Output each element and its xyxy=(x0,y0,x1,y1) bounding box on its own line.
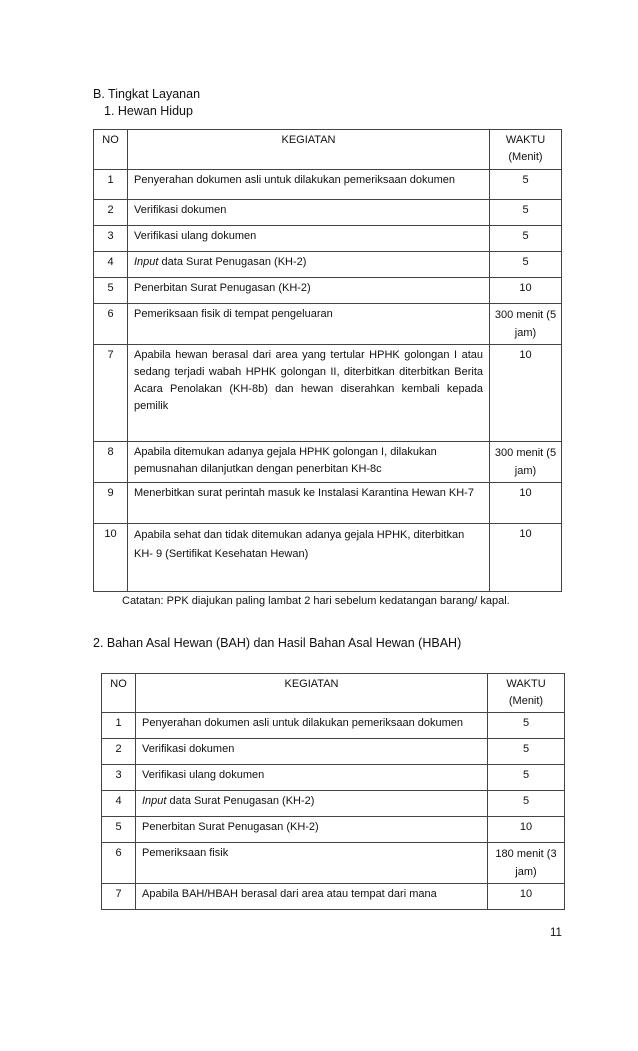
table-row: 6 Pemeriksaan fisik 180 menit (3 jam) xyxy=(102,843,565,884)
table-row: 1 Penyerahan dokumen asli untuk dilakukan pemeriksaan dokumen 5 xyxy=(94,170,562,200)
table-hewan-hidup xyxy=(93,129,562,592)
table-row: 10 Apabila sehat dan tidak ditemukan adanya gejala HPHK, diterbitkan KH- 9 (Sertifikat Kesehatan Hewan) 10 xyxy=(94,524,562,592)
page-number: 11 xyxy=(550,927,562,939)
subsection-heading: 1. Hewan Hidup xyxy=(104,104,193,118)
table-row: 3 Verifikasi ulang dokumen 5 xyxy=(94,226,562,252)
table-bah-hbah xyxy=(101,673,565,910)
section-heading: B. Tingkat Layanan xyxy=(93,87,201,101)
table-row: 7 Apabila hewan berasal dari area yang tertular HPHK golongan I atau sedang terjadi wabah HPHK golongan II, diterbitkan diterbitkan Berita Acara Penolakan (KH-8b) dan hewan diserahkan kembali kepada pemilik 10 xyxy=(94,345,562,442)
table-row: 5 Penerbitan Surat Penugasan (KH-2) 10 xyxy=(102,817,565,843)
header-kegiatan: KEGIATAN xyxy=(128,130,490,170)
table-row: 6 Pemeriksaan fisik di tempat pengeluaran 300 menit (5 jam) xyxy=(94,304,562,345)
table-note: Catatan: PPK diajukan paling lambat 2 hari sebelum kedatangan barang/ kapal. xyxy=(122,595,510,607)
table-row: 8 Apabila ditemukan adanya gejala HPHK golongan I, dilakukan pemusnahan dilanjutkan dengan penerbitan KH-8c 300 menit (5 jam) xyxy=(94,442,562,483)
table-row: 7 Apabila BAH/HBAH berasal dari area atau tempat dari mana 10 xyxy=(102,884,565,910)
header-no: NO xyxy=(102,674,136,713)
table-row: 9 Menerbitkan surat perintah masuk ke Instalasi Karantina Hewan KH-7 10 xyxy=(94,483,562,524)
table-row: 4 Input data Surat Penugasan (KH-2) 5 xyxy=(94,252,562,278)
table-row: 2 Verifikasi dokumen 5 xyxy=(102,739,565,765)
header-kegiatan: KEGIATAN xyxy=(136,674,488,713)
table-row: 5 Penerbitan Surat Penugasan (KH-2) 10 xyxy=(94,278,562,304)
table-row: 1 Penyerahan dokumen asli untuk dilakukan pemeriksaan dokumen 5 xyxy=(102,713,565,739)
header-waktu: WAKTU (Menit) xyxy=(490,130,562,170)
header-no: NO xyxy=(94,130,128,170)
table-header-row xyxy=(102,674,565,713)
section-heading: 2. Bahan Asal Hewan (BAH) dan Hasil Bahan Asal Hewan (HBAH) xyxy=(93,636,462,650)
table-row: 2 Verifikasi dokumen 5 xyxy=(94,200,562,226)
table-header-row xyxy=(94,130,562,170)
header-waktu: WAKTU (Menit) xyxy=(488,674,565,713)
table-row: 4 Input data Surat Penugasan (KH-2) 5 xyxy=(102,791,565,817)
table-row: 3 Verifikasi ulang dokumen 5 xyxy=(102,765,565,791)
